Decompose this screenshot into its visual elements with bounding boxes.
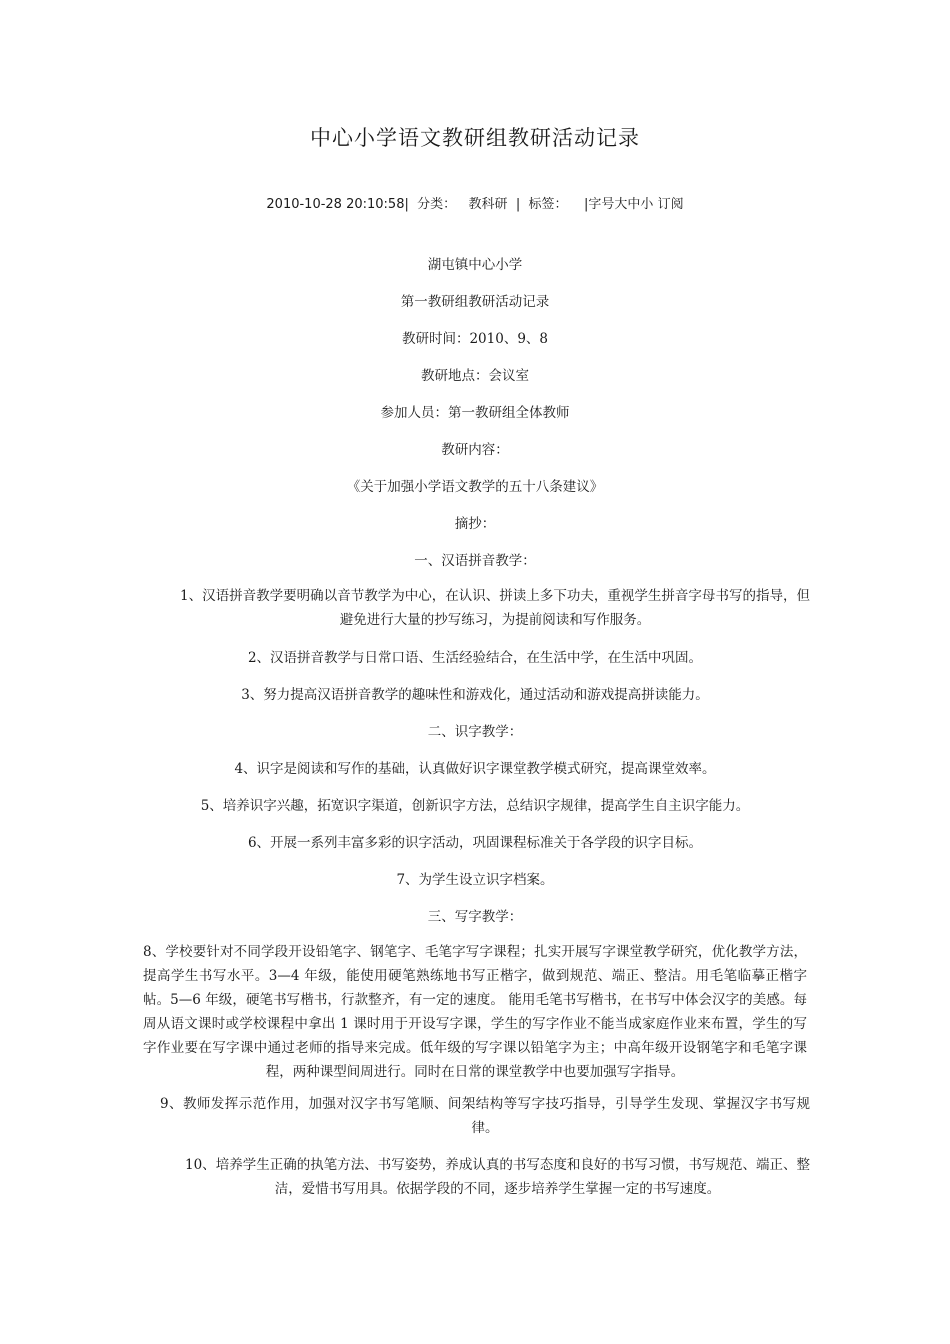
list-item: 4、识字是阅读和写作的基础，认真做好识字课堂教学模式研究，提高课堂效率。	[234, 761, 716, 777]
content-label: 教研内容：	[441, 442, 509, 458]
section-heading-literacy: 二、识字教学：	[427, 724, 523, 740]
tags-label: 标签：	[528, 197, 568, 212]
participants: 参加人员：第一教研组全体教师	[380, 405, 570, 421]
list-item: 8、学校要针对不同学段开设铅笔字、钢笔字、毛笔字写字课程；扎实开展写字课堂教学研究，优化教学方法，提高学生书写水平。3—4 年级，能使用硬笔熟练地书写正楷字，做到规范、端正、整洁。用毛笔临摹正楷字帖。5—6 年级，硬笔书写楷书，行款整齐，有一定的速度。 能用毛笔书写楷书，在书写中体会汉字的美感。每周从语文课时或学校课程中拿出 1 课时用于开设写字课，学生的写字作业不能当成家庭作业来布置，学生的写字作业要在写字课中通过老师的指导来完成。低年级的写字课以铅笔字为主；中高年级开设钢笔字和毛笔字课程，两种课型间周进行。同时在日常的课堂教学中也要加强写字指导。	[143, 944, 807, 1080]
post-datetime: 2010-10-28 20:10:58|	[266, 197, 409, 212]
category-link[interactable]: 教科研	[468, 197, 508, 212]
list-item: 6、开展一系列丰富多彩的识字活动，巩固课程标准关于各学段的识字目标。	[247, 835, 703, 851]
list-item: 1、汉语拼音教学要明确以音节教学为中心，在认识、拼读上多下功夫，重视学生拼音字母书写的指导，但避免进行大量的抄写练习，为提前阅读和写作服务。	[180, 588, 810, 628]
category-label: 分类：	[417, 197, 457, 212]
list-item: 3、努力提高汉语拼音教学的趣味性和游戏化，通过活动和游戏提高拼读能力。	[241, 687, 709, 703]
record-title: 第一教研组教研活动记录	[400, 294, 550, 310]
section-heading-writing: 三、写字教学：	[427, 909, 523, 925]
excerpt-label: 摘抄：	[454, 516, 496, 532]
page-title: 中心小学语文教研组教研活动记录	[310, 126, 640, 150]
section-heading-pinyin: 一、汉语拼音教学：	[414, 553, 536, 569]
list-item: 5、培养识字兴趣，拓宽识字渠道，创新识字方法，总结识字规律，提高学生自主识字能力。	[200, 798, 750, 814]
post-meta	[0, 193, 950, 212]
list-item: 7、为学生设立识字档案。	[396, 872, 554, 888]
list-item: 2、汉语拼音教学与日常口语、生活经验结合，在生活中学，在生活中巩固。	[247, 650, 703, 666]
research-place: 教研地点：会议室	[421, 368, 529, 384]
research-time: 教研时间：2010、9、8	[401, 331, 549, 347]
list-item: 10、培养学生正确的执笔方法、书写姿势，养成认真的书写态度和良好的书写习惯，书写规范、端正、整洁，爱惜书写用具。依据学段的不同，逐步培养学生掌握一定的书写速度。	[185, 1157, 810, 1197]
meta-separator: |	[515, 197, 521, 212]
list-item: 9、教师发挥示范作用，加强对汉字书写笔顺、间架结构等写字技巧指导，引导学生发现、掌握汉字书写规律。	[160, 1096, 810, 1136]
font-size-controls[interactable]: |字号大中小	[584, 197, 654, 212]
school-name: 湖屯镇中心小学	[427, 257, 523, 273]
subscribe-link[interactable]: 订阅	[657, 197, 684, 212]
book-title: 《关于加强小学语文教学的五十八条建议》	[346, 479, 604, 495]
